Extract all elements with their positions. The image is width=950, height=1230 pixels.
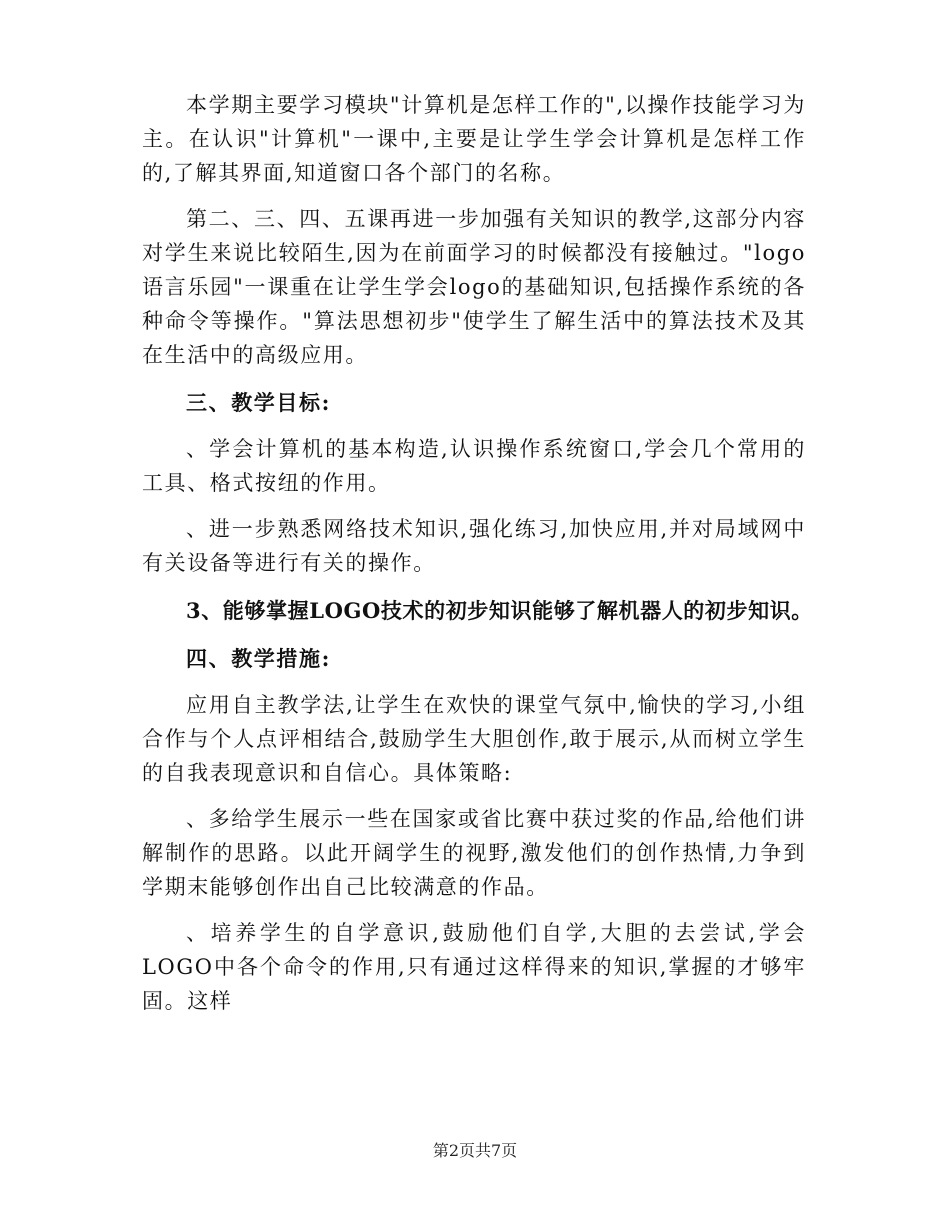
paragraph-goal-1: 、学会计算机的基本构造,认识操作系统窗口,学会几个常用的工具、格式按纽的作用。	[142, 437, 806, 495]
paragraph-measure-2: 、培养学生的自学意识,鼓励他们自学,大胆的去尝试,学会LOGO中各个命令的作用,只有通过这样得来的知识,掌握的才够牢固。这样	[142, 921, 806, 1013]
paragraph-measure-1: 、多给学生展示一些在国家或省比赛中获过奖的作品,给他们讲解制作的思路。以此开阔学生的视野,激发他们的创作热情,力争到学期末能够创作出自己比较满意的作品。	[142, 807, 806, 899]
page-number: 第2页共7页	[432, 1141, 518, 1160]
paragraph-lessons: 第二、三、四、五课再进一步加强有关知识的教学,这部分内容对学生来说比较陌生,因为在前面学习的时候都没有接触过。"logo语言乐园"一课重在让学生学会logo的基础知识,包括操作系统的各种命令等操作。"算法思想初步"使学生了解生活中的算法技术及其在生活中的高级应用。	[142, 207, 806, 367]
heading-teaching-goals: 三、教学目标:	[186, 390, 331, 415]
paragraph-module-intro: 本学期主要学习模块"计算机是怎样工作的",以操作技能学习为主。在认识"计算机"一课中,主要是让学生学会计算机是怎样工作的,了解其界面,知道窗口各个部门的名称。	[142, 93, 806, 185]
document-body	[142, 88, 813, 1018]
heading-teaching-measures: 四、教学措施:	[186, 646, 331, 671]
paragraph-goal-2: 、进一步熟悉网络技术知识,强化练习,加快应用,并对局域网中有关设备等进行有关的操作。	[142, 517, 806, 575]
paragraph-goal-3: 3、能够掌握LOGO技术的初步知识能够了解机器人的初步知识。	[186, 598, 813, 623]
paragraph-measures-intro: 应用自主教学法,让学生在欢快的课堂气氛中,愉快的学习,小组合作与个人点评相结合,鼓励学生大胆创作,敢于展示,从而树立学生的自我表现意识和自信心。具体策略:	[142, 693, 806, 785]
